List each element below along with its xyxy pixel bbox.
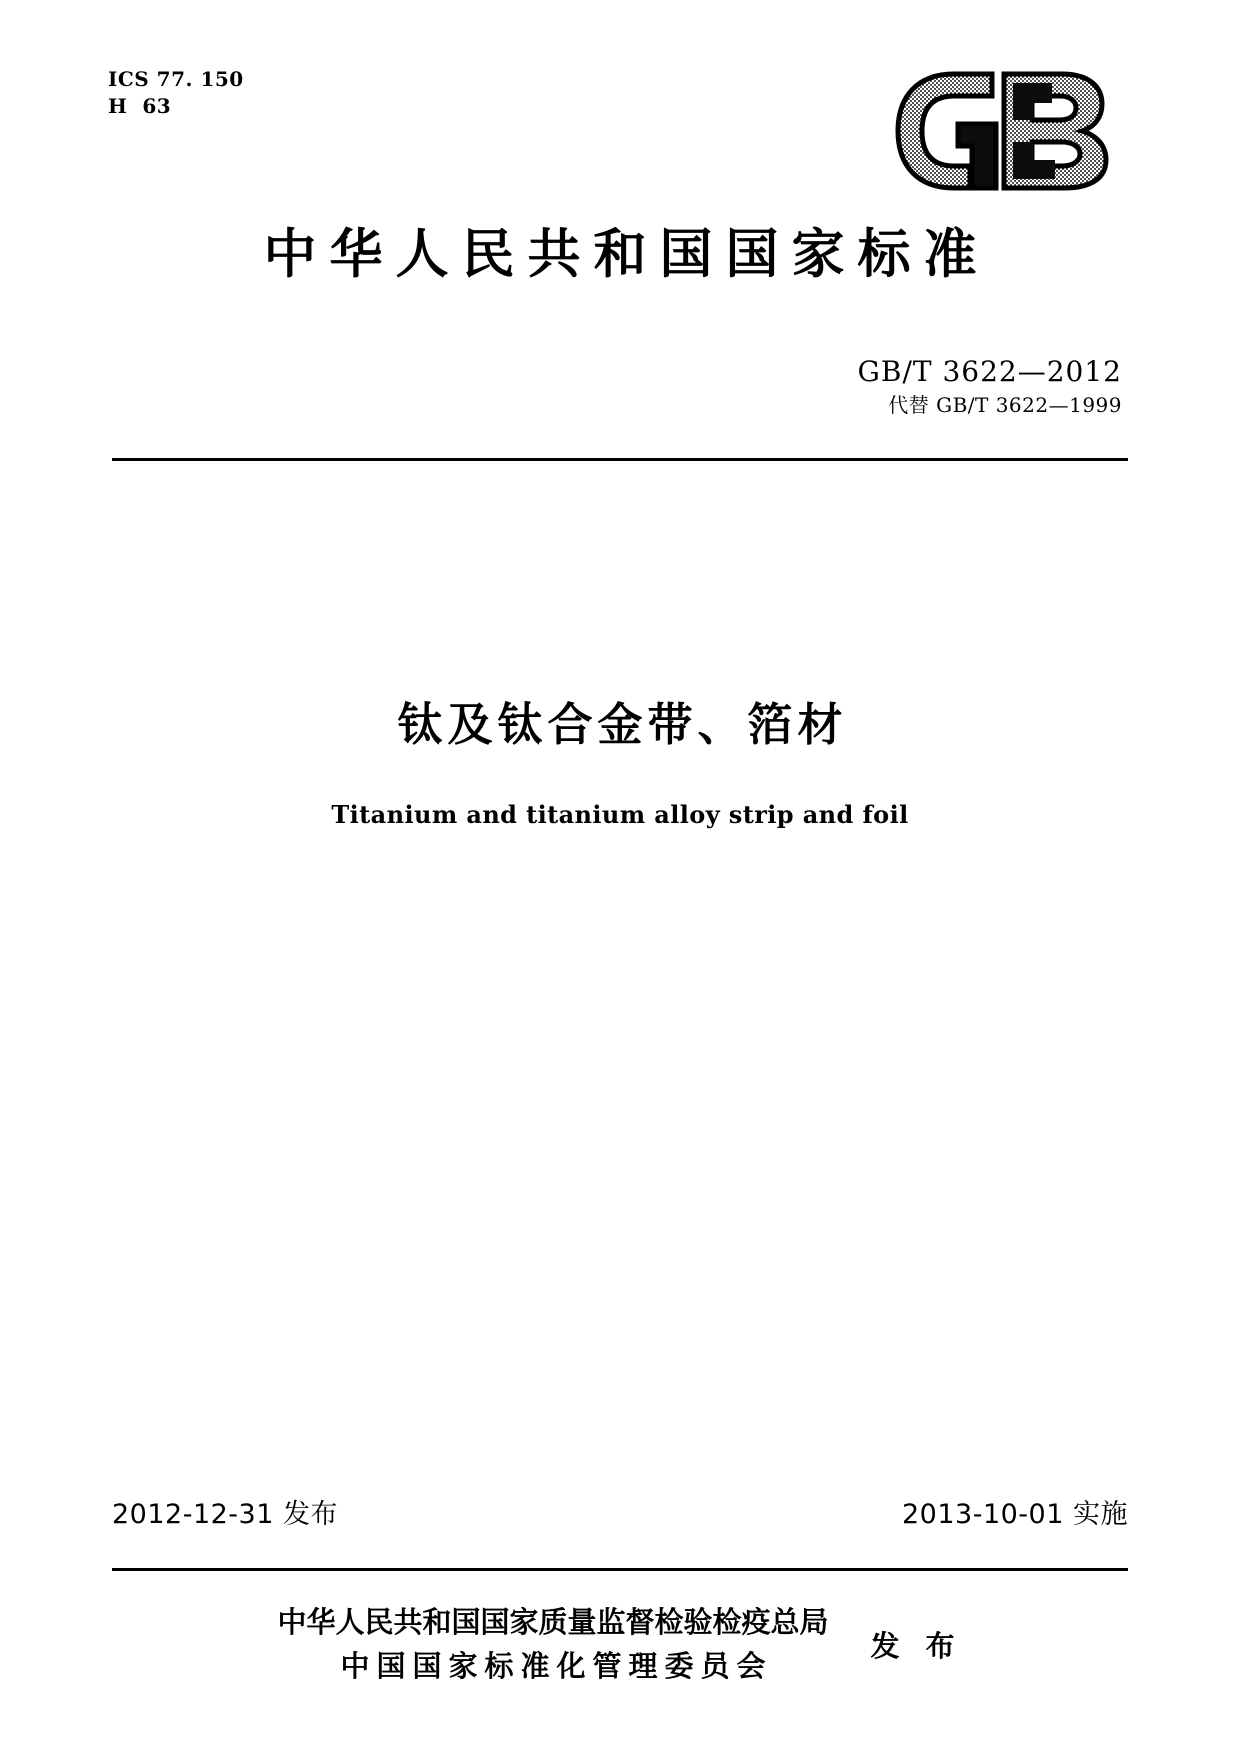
standard-number: GB/T 3622—2012 (857, 355, 1122, 388)
ics-code: ICS 77. 150 (108, 67, 244, 91)
implementation-date: 2013-10-01 实施 (902, 1499, 1128, 1530)
issue-date: 2012-12-31 发布 (112, 1499, 338, 1530)
divider-top (112, 458, 1128, 461)
standard-number-block (858, 355, 1122, 419)
issuer-names (277, 1600, 828, 1688)
issuer-line-2: 中国国家标准化管理委员会 (340, 1649, 773, 1683)
issuer-publish-label: 发 布 (870, 1628, 963, 1663)
date-row (112, 1492, 1128, 1531)
ccs-code: H 63 (108, 94, 172, 118)
document-title-cn: 钛及钛合金带、箔材 (397, 698, 848, 751)
classification-block (108, 66, 244, 120)
standard-replaces: 代替 GB/T 3622—1999 (888, 393, 1122, 417)
issuer-block (0, 1600, 1240, 1688)
issuer-line-1: 中华人民共和国国家质量监督检验检疫总局 (277, 1605, 829, 1639)
gb-emblem-icon (892, 70, 1122, 192)
document-title-en: Titanium and titanium alloy strip and foil (331, 800, 909, 829)
divider-bottom (112, 1568, 1128, 1571)
page-title: 中华人民共和国国家标准 (263, 224, 990, 285)
